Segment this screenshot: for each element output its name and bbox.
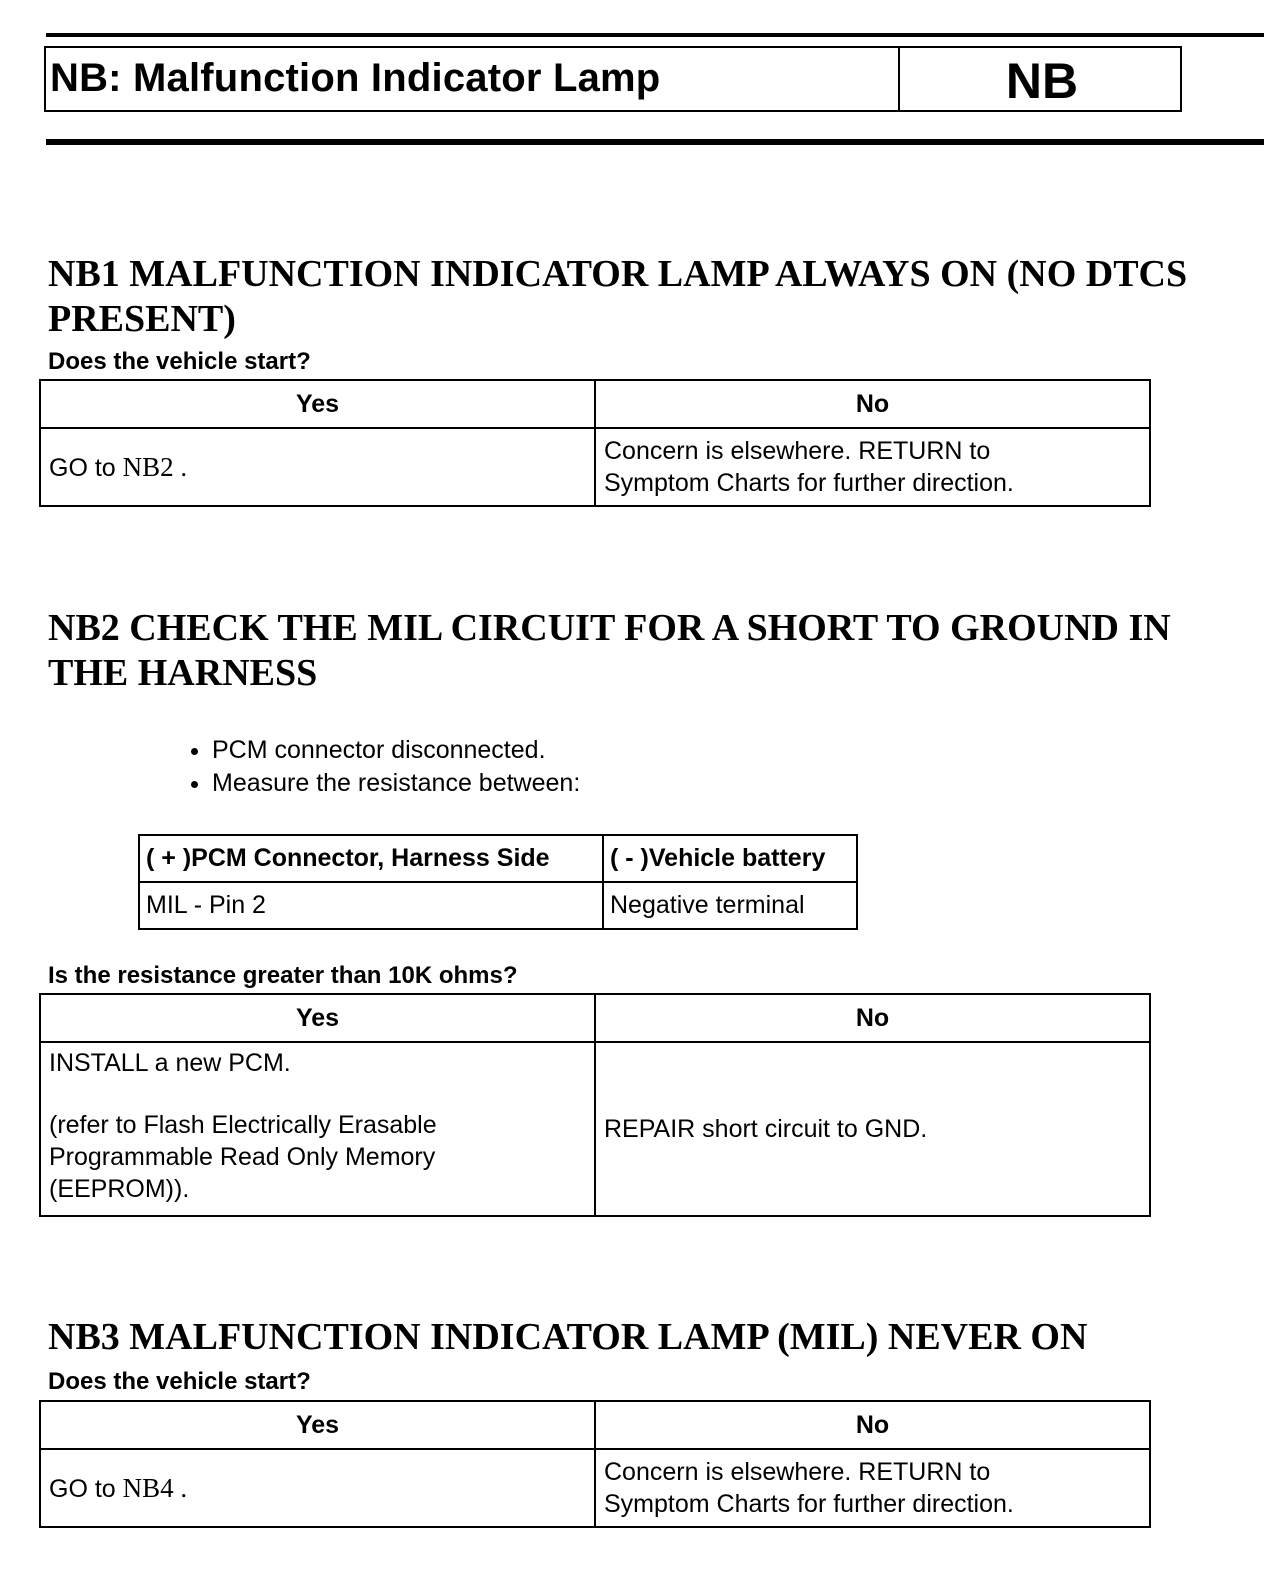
top-rule — [46, 33, 1264, 37]
nb2-bullet-list — [160, 734, 580, 800]
nb1-heading: NB1 MALFUNCTION INDICATOR LAMP ALWAYS ON (NO DTCS PRESENT) — [48, 253, 1188, 340]
pin-cell: MIL - Pin 2 — [139, 882, 603, 929]
no-text-line: Concern is elsewhere. RETURN to — [604, 437, 991, 465]
yes-action-text: GO to — [49, 453, 123, 482]
nb4-link[interactable]: NB4 . — [122, 1472, 188, 1503]
yes-header: Yes — [40, 380, 595, 428]
nb3-heading: NB3 MALFUNCTION INDICATOR LAMP (MIL) NEVER ON — [48, 1316, 1088, 1358]
vehicle-battery-header: ( - )Vehicle battery — [603, 835, 857, 882]
no-header: No — [595, 1401, 1150, 1449]
nb2-link[interactable]: NB2 . — [122, 451, 188, 482]
pcm-connector-header: ( + )PCM Connector, Harness Side — [139, 835, 603, 882]
yes-action-text: GO to — [49, 1474, 123, 1503]
measurement-table — [138, 834, 858, 930]
nb1-yes-no-table — [39, 379, 1151, 507]
no-cell — [595, 428, 1150, 506]
page-title: NB: Malfunction Indicator Lamp — [50, 56, 661, 100]
yes-header: Yes — [40, 1401, 595, 1449]
nb3-question: Does the vehicle start? — [48, 1368, 311, 1395]
yes-cell — [40, 1042, 595, 1216]
yes-text-line: Programmable Read Only Memory — [49, 1143, 436, 1171]
yes-text-line: (EEPROM)). — [49, 1175, 190, 1203]
yes-text-line: (refer to Flash Electrically Erasable — [49, 1111, 437, 1139]
header-box — [44, 46, 1182, 112]
nb2-question: Is the resistance greater than 10K ohms? — [48, 962, 518, 989]
no-header: No — [595, 380, 1150, 428]
no-cell — [595, 1449, 1150, 1527]
no-cell: REPAIR short circuit to GND. — [595, 1042, 1150, 1216]
bullet-item: • PCM connector disconnected. — [212, 734, 580, 767]
nb3-yes-no-table — [39, 1400, 1151, 1528]
yes-cell — [40, 1449, 595, 1527]
bullet-item: • Measure the resistance between: — [212, 767, 580, 800]
no-header: No — [595, 994, 1150, 1042]
terminal-cell: Negative terminal — [603, 882, 857, 929]
no-text-line: Symptom Charts for further direction. — [604, 469, 1014, 497]
nb2-yes-no-table — [39, 993, 1151, 1217]
yes-header: Yes — [40, 994, 595, 1042]
section-code: NB — [1005, 53, 1079, 109]
no-text-line: Symptom Charts for further direction. — [604, 1490, 1014, 1518]
nb2-heading: NB2 CHECK THE MIL CIRCUIT FOR A SHORT TO GROUND IN THE HARNESS — [48, 607, 1171, 694]
install-pcm-text: INSTALL a new PCM. — [49, 1049, 291, 1077]
nb1-question: Does the vehicle start? — [48, 348, 311, 375]
header-bottom-rule — [46, 139, 1264, 145]
yes-cell — [40, 428, 595, 506]
no-text-line: Concern is elsewhere. RETURN to — [604, 1458, 991, 1486]
